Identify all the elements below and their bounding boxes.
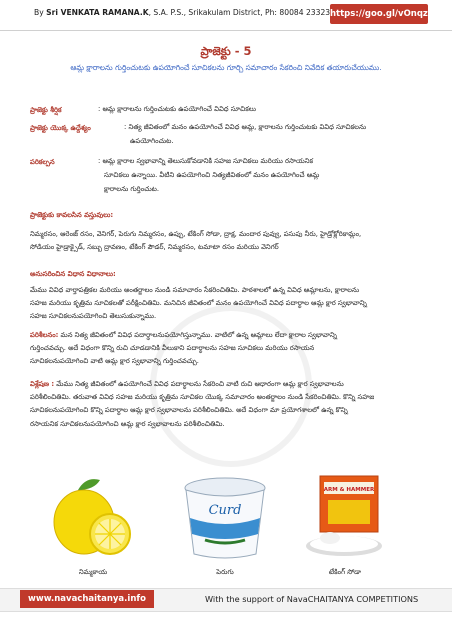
materials-list: నిమ్మరసం, ఆరెంజ్ రసం, వెనిగర్, పెరుగు నిమ్మరసం, ఉప్పు, టేకింగ్ సోడా, ద్రాక్ష, మందార పువ్వు, పసుపు నీరు, హైడ్రోక్లోరికామ్లం, సోడియం హైడ్రాక్సైడ్, సబ్బు ద్రావణం, టేకింగ్ పౌడర్, నిమ్మరసం, టమాటా రసం మరియు వెనిగర్ <box>30 230 362 252</box>
meta-value-title: : ఆమ్ల క్షారాలను గుర్తించుటకు ఉపయోగించే వివిధ సూచికలు <box>98 105 256 113</box>
footer-credit: With the support of NavaCHAITANYA COMPETITIONS <box>205 594 419 604</box>
observation-label: పరిశీలనం: <box>30 331 59 339</box>
project-title: ప్రాజెక్టు - 5 <box>200 44 252 58</box>
meta-label-hypothesis: పరికల్పన <box>30 158 55 166</box>
curd-caption: పెరుగు <box>216 568 234 576</box>
meta-value-purpose: : నిత్య జీవితంలో మనం ఉపయోగించే వివిధ ఆమ్ల, క్షారాలను గుర్తించుటకు వివిధ సూచికలను <box>124 123 367 131</box>
methods-paragraph: మేము వివిధ వార్తాపత్రికల మరియు అంతర్జాలం నుండి సమాచారం సేకరించితిమి. పాఠశాలలో ఉన్న వివిధ ఆమ్లాలను, క్షారాలను సహజ మరియు కృత్రిమ సూచికలతో పరీక్షించితిమి. మనిచిన జీవితంలో మనం ఉపయోగించే వివిధ పదార్థాల ఆమ్ల క్షార స్వభావాన్ని సహజ సూచికలనుపయోగించి తెలుసుకున్నాము. <box>30 286 367 321</box>
footer-link[interactable]: www.navachaitanya.info <box>20 590 154 608</box>
author-credit: By Sri VENKATA RAMANA.K, S.A. P.S., Srikakulam District, Ph: 80084 23323 <box>34 8 331 17</box>
curd-cup-icon <box>180 472 270 562</box>
meta-label-purpose: ప్రాజెక్టు యొక్క ఉద్దేశ్యం <box>30 124 91 132</box>
materials-heading: ప్రాజెక్టుకు కావలసిన వస్తువులు: <box>30 211 114 219</box>
methods-heading: అనుసరించిన విధాన విధానాలు: <box>30 270 116 278</box>
meta-value-hypothesis-cont2: క్షారాలను గుర్తించుట. <box>104 185 160 193</box>
soda-caption: టేకింగ్ సోడా <box>328 568 362 576</box>
conclusion-paragraph: విశ్లేషణ : మేము నిత్య జీవితంలో ఉపయోగించే వివిధ పదార్థాలను సేకరించి వాటి రుచి ఆధారంగా ఆమ్ల క్షార స్వభావాలను పరిశీలించితిమి. తరువాత వివిధ సహజ మరియు కృత్రిమ సూచికల యొక్క సమాచారం అంతర్జాలం నుండి సేకరించితిమి. కొన్ని సహజ సూచికలనుపయోగించి కొన్ని పదార్థాల ఆమ్ల క్షార స్వభావాలను పరిశీలించితిమి. అదే విధంగా మా ప్రయోగశాలలో ఉన్న కొన్ని రసాయనిక సూచికలనుపయోగించి ఆమ్ల క్షార స్వభావాలను పరిశీలించితిమి. <box>30 380 375 428</box>
page-header <box>0 0 452 31</box>
baking-soda-icon <box>300 472 390 562</box>
meta-value-hypothesis: : ఆమ్ల క్షారాల స్వభావాన్ని తెలుసుకోవడానికి సహజ సూచికలు మరియు రసాయనిక <box>98 157 314 165</box>
lemon-caption: నిమ్మకాయ <box>78 568 108 576</box>
soda-brand-label: ARM & HAMMER <box>323 487 375 493</box>
meta-value-hypothesis-cont1: సూచికలు ఉన్నాయి. వీటిని ఉపయోగించి నిత్యజీవితంలో మనం ఉపయోగించే ఆమ్ల <box>104 171 320 179</box>
lemon-icon <box>48 472 138 562</box>
project-subtitle: ఆమ్ల క్షారాలను గుర్తించుటకు ఉపయోగించే సూచికలను గూర్చి సమాచారం సేకరించి నివేదిక తయారుచేయుము. <box>70 63 382 72</box>
observation-paragraph: పరిశీలనం: మన నిత్య జీవితంలో వివిధ పదార్థాలనుపయోగిస్తున్నాము. వాటిలో ఉన్న ఆమ్లాలు లేదా క్షారాల స్వభావాన్ని గుర్తించవచ్చు. అదే విధంగా కొన్ని రుచి చూడడానికి వీలుకాని పదార్థాలను సహజ సూచికలు మరియు రసాయన సూచికలనుపయోగించి వాటి ఆమ్ల క్షార స్వభావాన్ని గుర్తించవచ్చు. <box>30 331 337 366</box>
author-name: Sri VENKATA RAMANA.K <box>46 8 149 17</box>
conclusion-label: విశ్లేషణ : <box>30 380 55 388</box>
meta-label-title: ప్రాజెక్టు శీర్షిక <box>30 106 62 114</box>
curd-brand-label: Curd <box>208 503 242 518</box>
meta-value-purpose-cont: ఉపయోగించుట. <box>130 137 174 145</box>
header-link[interactable]: https://goo.gl/vOnqzi <box>330 4 428 24</box>
